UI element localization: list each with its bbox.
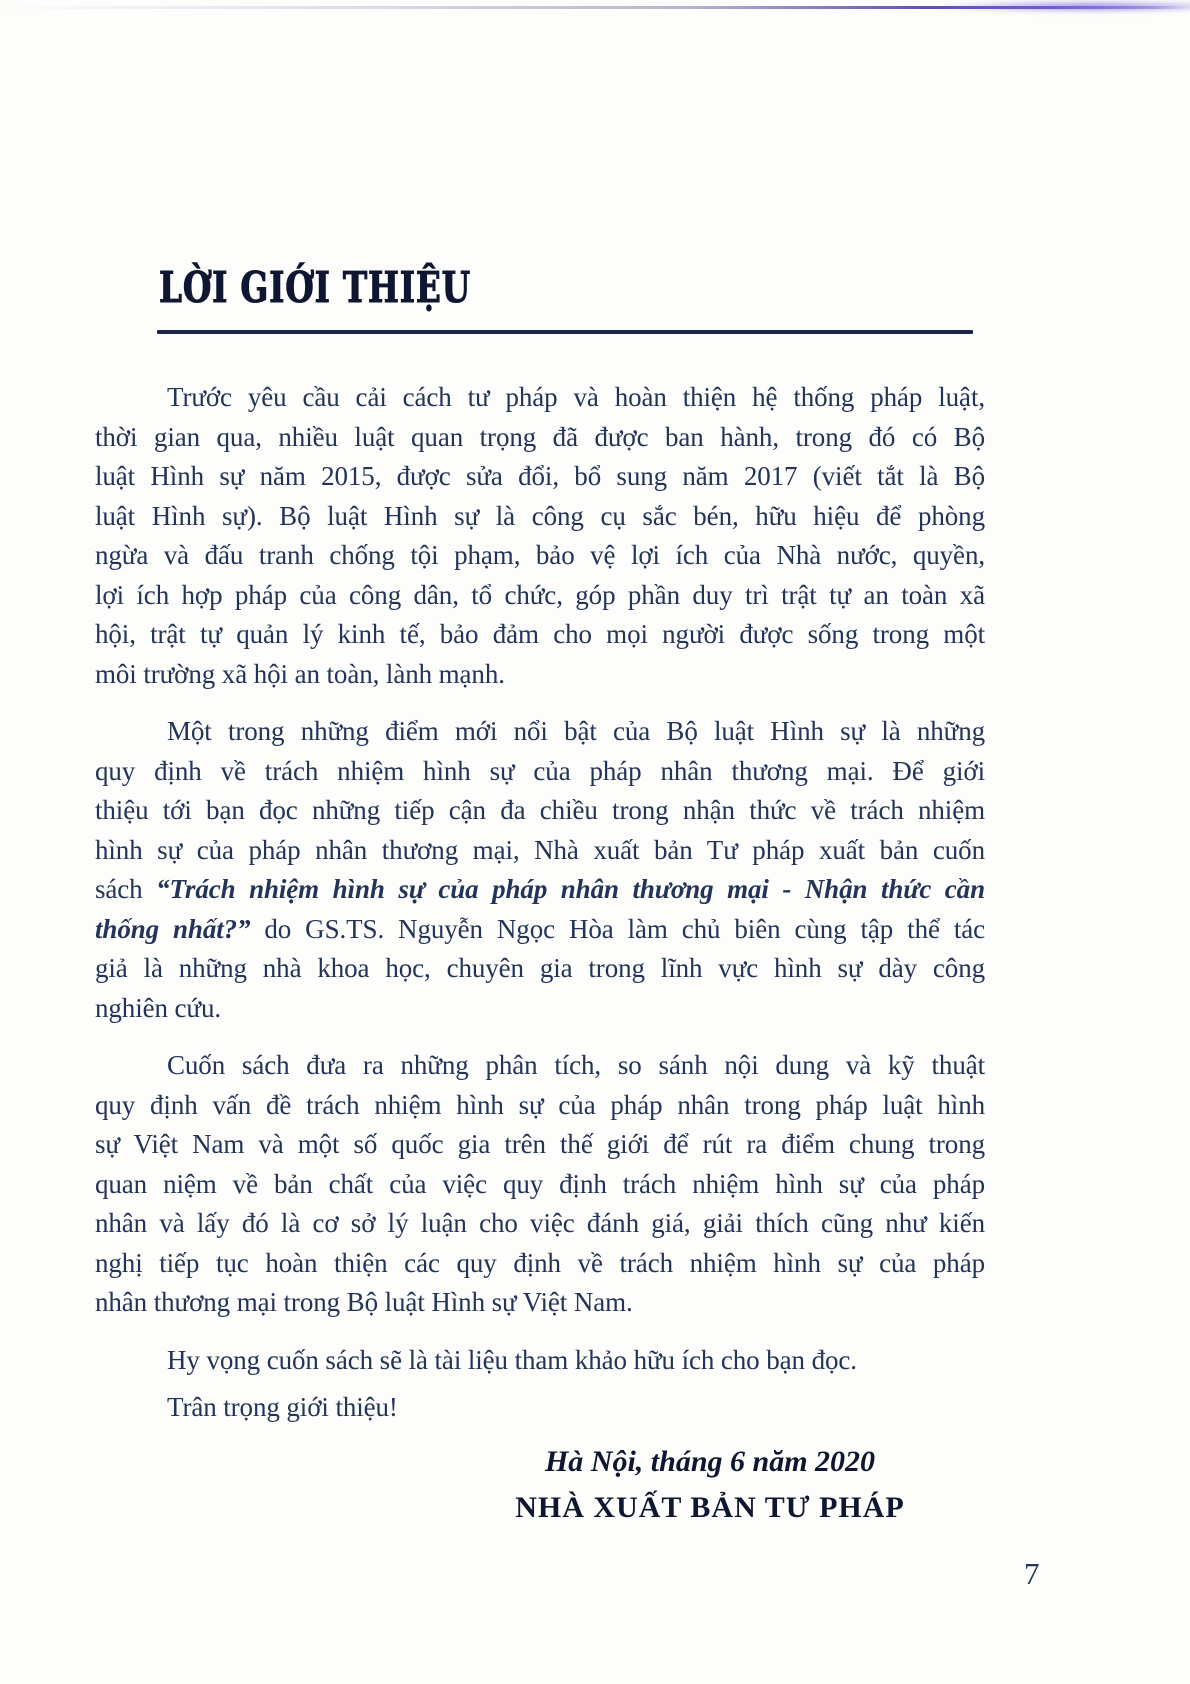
text-segment: Cuốn sách đưa ra những phân tích, so sánh nội dung và kỹ thuật: [167, 1050, 985, 1080]
text-segment: lợi ích hợp pháp của công dân, tổ chức, góp phần duy trì trật tự an toàn xã: [95, 579, 985, 610]
text-segment: sự Việt Nam và một số quốc gia trên thế giới để rút ra điểm chung trong: [95, 1129, 985, 1159]
text-segment: quan niệm về bản chất của việc quy định trách nhiệm hình sự của pháp: [95, 1168, 985, 1199]
text-segment: môi trường xã hội an toàn, lành mạnh.: [95, 658, 505, 689]
paragraph: [95, 712, 985, 1028]
text-line: [95, 576, 985, 616]
text-line: [95, 949, 985, 989]
signature-block: [483, 1440, 937, 1532]
text-segment: luật Hình sự năm 2015, được sửa đổi, bổ sung năm 2017 (viết tắt là Bộ: [95, 461, 985, 491]
text-line: [95, 1388, 985, 1428]
text-line: [95, 831, 985, 871]
text-line: [95, 655, 985, 695]
text-line: [95, 1341, 985, 1381]
text-segment: Trân trọng giới thiệu!: [167, 1392, 398, 1422]
text-line: [95, 910, 985, 950]
text-segment: ngừa và đấu tranh chống tội phạm, bảo vệ lợi ích của Nhà nước, quyền,: [95, 540, 985, 570]
text-line: [95, 1283, 985, 1323]
title-row: [159, 264, 985, 314]
text-line: [95, 378, 985, 418]
page-number: 7: [1024, 1556, 1040, 1591]
text-line: [95, 870, 985, 910]
text-segment: luật Hình sự). Bộ luật Hình sự là công cụ sắc bén, hữu hiệu để phòng: [95, 500, 985, 531]
text-segment: nghiên cứu.: [95, 992, 222, 1023]
text-segment: hình sự của pháp nhân thương mại, Nhà xuất bản Tư pháp xuất bản cuốn: [95, 834, 985, 865]
text-line: [95, 615, 985, 655]
paragraph: [95, 1341, 985, 1381]
page-title: LỜI GIỚI THIỆU: [159, 263, 471, 312]
text-line: [95, 1046, 985, 1086]
paragraph: [95, 1046, 985, 1323]
text-segment: nhân và lấy đó là cơ sở lý luận cho việc đánh giá, giải thích cũng như kiến: [95, 1208, 985, 1238]
text-segment: Một trong những điểm mới nổi bật của Bộ luật Hình sự là những: [167, 716, 985, 746]
text-segment: sách: [95, 874, 157, 904]
text-segment: Hy vọng cuốn sách sẽ là tài liệu tham khảo hữu ích cho bạn đọc.: [167, 1344, 857, 1375]
text-segment: thiệu tới bạn đọc những tiếp cận đa chiều trong nhận thức về trách nhiệm: [95, 795, 985, 825]
text-segment: do GS.TS. Nguyễn Ngọc Hòa làm chủ biên cùng tập thể tác: [250, 913, 985, 944]
paragraph: [95, 378, 985, 694]
scan-artifact-smudge: [930, 0, 1190, 13]
text-segment: giả là những nhà khoa học, chuyên gia trong lĩnh vực hình sự dày công: [95, 953, 985, 983]
text-segment: hội, trật tự quản lý kinh tế, bảo đảm cho mọi người được sống trong một: [95, 619, 985, 649]
text-segment: “Trách nhiệm hình sự của pháp nhân thương mại - Nhận thức cần: [156, 874, 985, 904]
text-line: [95, 752, 985, 792]
paragraph: [95, 1388, 985, 1428]
text-line: [95, 418, 985, 458]
signature-place-date: Hà Nội, tháng 6 năm 2020: [544, 1444, 876, 1478]
text-line: [95, 1244, 985, 1284]
text-line: [95, 536, 985, 576]
text-line: [95, 1165, 985, 1205]
text-segment: quy định về trách nhiệm hình sự của pháp nhân thương mại. Để giới: [95, 755, 985, 786]
text-line: [95, 457, 985, 497]
text-segment: quy định vấn đề trách nhiệm hình sự của pháp nhân trong pháp luật hình: [95, 1089, 985, 1120]
text-line: [95, 791, 985, 831]
text-segment: Trước yêu cầu cải cách tư pháp và hoàn thiện hệ thống pháp luật,: [167, 382, 985, 412]
signature-publisher: NHÀ XUẤT BẢN TƯ PHÁP: [515, 1490, 905, 1524]
text-segment: thời gian qua, nhiều luật quan trọng đã được ban hành, trong đó có Bộ: [95, 421, 985, 452]
page-content: [95, 264, 985, 1532]
text-line: [95, 712, 985, 752]
text-line: [95, 1204, 985, 1244]
title-underline: [157, 330, 973, 334]
text-line: [95, 497, 985, 537]
text-line: [95, 1125, 985, 1165]
body-paragraphs: [95, 378, 985, 1428]
text-line: [95, 1086, 985, 1126]
text-segment: nhân thương mại trong Bộ luật Hình sự Việt Nam.: [95, 1287, 633, 1317]
text-line: [95, 989, 985, 1029]
text-segment: thống nhất?”: [95, 913, 251, 944]
text-segment: nghị tiếp tục hoàn thiện các quy định về trách nhiệm hình sự của pháp: [95, 1247, 985, 1278]
